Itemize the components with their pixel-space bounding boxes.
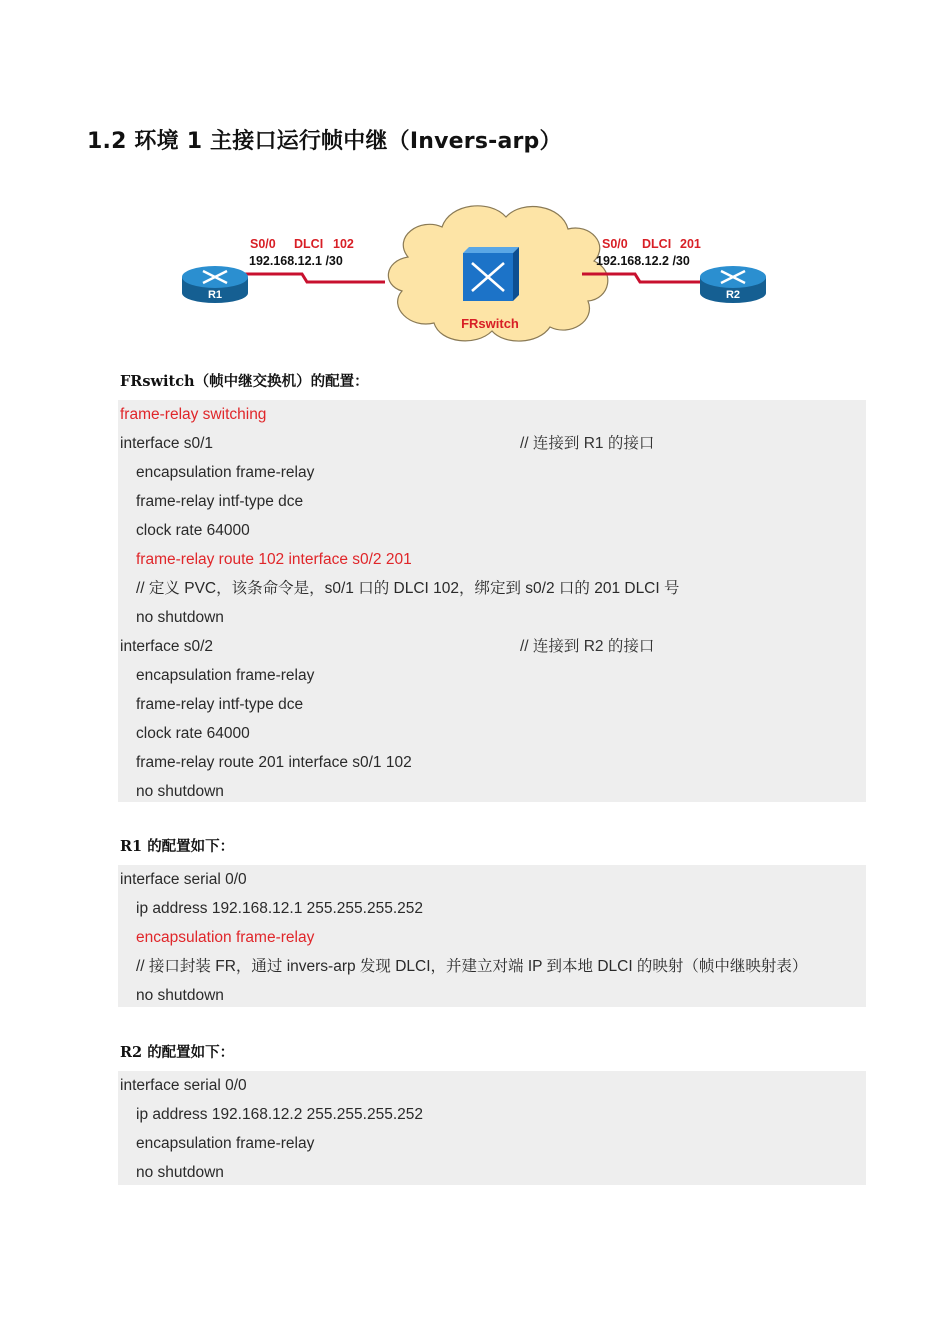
config-line xyxy=(118,661,866,690)
r2-ip: 192.168.12.2 /30 xyxy=(596,254,690,268)
config-line-text: frame-relay route 102 interface s0/2 201 xyxy=(136,551,412,568)
config-line xyxy=(118,574,866,603)
config-line-text: no shutdown xyxy=(136,783,224,800)
r2-port: S0/0 xyxy=(602,237,628,251)
config-line-text: clock rate 64000 xyxy=(136,522,250,539)
config-line-text: no shutdown xyxy=(136,1164,224,1181)
r1-dlci: 102 xyxy=(333,237,354,251)
config-line-text: interface s0/1 xyxy=(120,435,214,452)
config-line xyxy=(118,865,866,894)
config-line xyxy=(118,516,866,545)
router-r2-label: R2 xyxy=(725,289,741,301)
frswitch-config-title: FRswitch（帧中继交换机）的配置： xyxy=(120,373,369,390)
r2-dlci: 201 xyxy=(680,237,701,251)
r1-port-label xyxy=(250,237,354,251)
config-line-comment: // 连接到 R1 的接口 xyxy=(520,435,655,452)
config-line-text: frame-relay switching xyxy=(120,406,267,423)
config-line-text: frame-relay intf-type dce xyxy=(136,493,304,510)
r1-ip: 192.168.12.1 /30 xyxy=(249,254,343,268)
config-line-text: // 定义 PVC，该条命令是，s0/1 口的 DLCI 102，绑定到 s0/2 口的 201 DLCI 号 xyxy=(136,580,680,597)
config-line xyxy=(118,981,866,1010)
config-line xyxy=(118,632,866,661)
config-line-text: clock rate 64000 xyxy=(136,725,250,742)
config-line xyxy=(118,429,866,458)
r1-dlci-label: DLCI xyxy=(294,237,324,251)
config-line-text: ip address 192.168.12.1 255.255.255.252 xyxy=(136,900,423,917)
config-line xyxy=(118,1129,866,1158)
config-line xyxy=(118,400,866,429)
config-line xyxy=(118,748,866,777)
frame-relay-switch-icon xyxy=(463,247,519,301)
config-line-text: interface serial 0/0 xyxy=(120,871,247,888)
config-line-text: encapsulation frame-relay xyxy=(136,464,315,481)
config-line-text: encapsulation frame-relay xyxy=(136,1135,315,1152)
r1-config-title: R1 的配置如下： xyxy=(120,838,235,855)
config-line xyxy=(118,923,866,952)
config-line xyxy=(118,777,866,806)
config-line-text: no shutdown xyxy=(136,609,224,626)
config-line-comment: // 连接到 R2 的接口 xyxy=(520,638,655,655)
r2-config-block xyxy=(118,1071,866,1185)
router-r1-label: R1 xyxy=(207,289,223,301)
config-line xyxy=(118,458,866,487)
config-line-text: // 接口封装 FR，通过 invers-arp 发现 DLCI，并建立对端 IP 到本地 DLCI 的映射（帧中继映射表） xyxy=(136,958,808,975)
config-line-text: encapsulation frame-relay xyxy=(136,929,315,946)
config-line-text: no shutdown xyxy=(136,987,224,1004)
config-line xyxy=(118,1100,866,1129)
config-line xyxy=(118,690,866,719)
config-line-text: frame-relay intf-type dce xyxy=(136,696,304,713)
config-line-text: interface s0/2 xyxy=(120,638,214,655)
r2-config-title: R2 的配置如下： xyxy=(120,1044,235,1061)
switch-label: FRswitch xyxy=(461,316,519,331)
config-line xyxy=(118,1158,866,1187)
r1-port: S0/0 xyxy=(250,237,276,251)
config-line-text: interface serial 0/0 xyxy=(120,1077,247,1094)
config-line xyxy=(118,894,866,923)
page-heading: 1.2 环境 1 主接口运行帧中继（Invers-arp） xyxy=(87,129,562,154)
config-line-text: encapsulation frame-relay xyxy=(136,667,315,684)
config-line xyxy=(118,1071,866,1100)
config-line-text: frame-relay route 201 interface s0/1 102 xyxy=(136,754,412,771)
frswitch-config-block xyxy=(118,400,866,802)
config-line xyxy=(118,487,866,516)
config-line xyxy=(118,719,866,748)
r1-config-block xyxy=(118,865,866,1007)
r2-port-label xyxy=(602,237,701,251)
r2-dlci-label: DLCI xyxy=(642,237,672,251)
config-line xyxy=(118,545,866,574)
config-line-text: ip address 192.168.12.2 255.255.255.252 xyxy=(136,1106,423,1123)
network-diagram xyxy=(170,195,780,355)
link-r1 xyxy=(245,274,385,282)
config-line xyxy=(118,603,866,632)
config-line xyxy=(118,952,866,981)
